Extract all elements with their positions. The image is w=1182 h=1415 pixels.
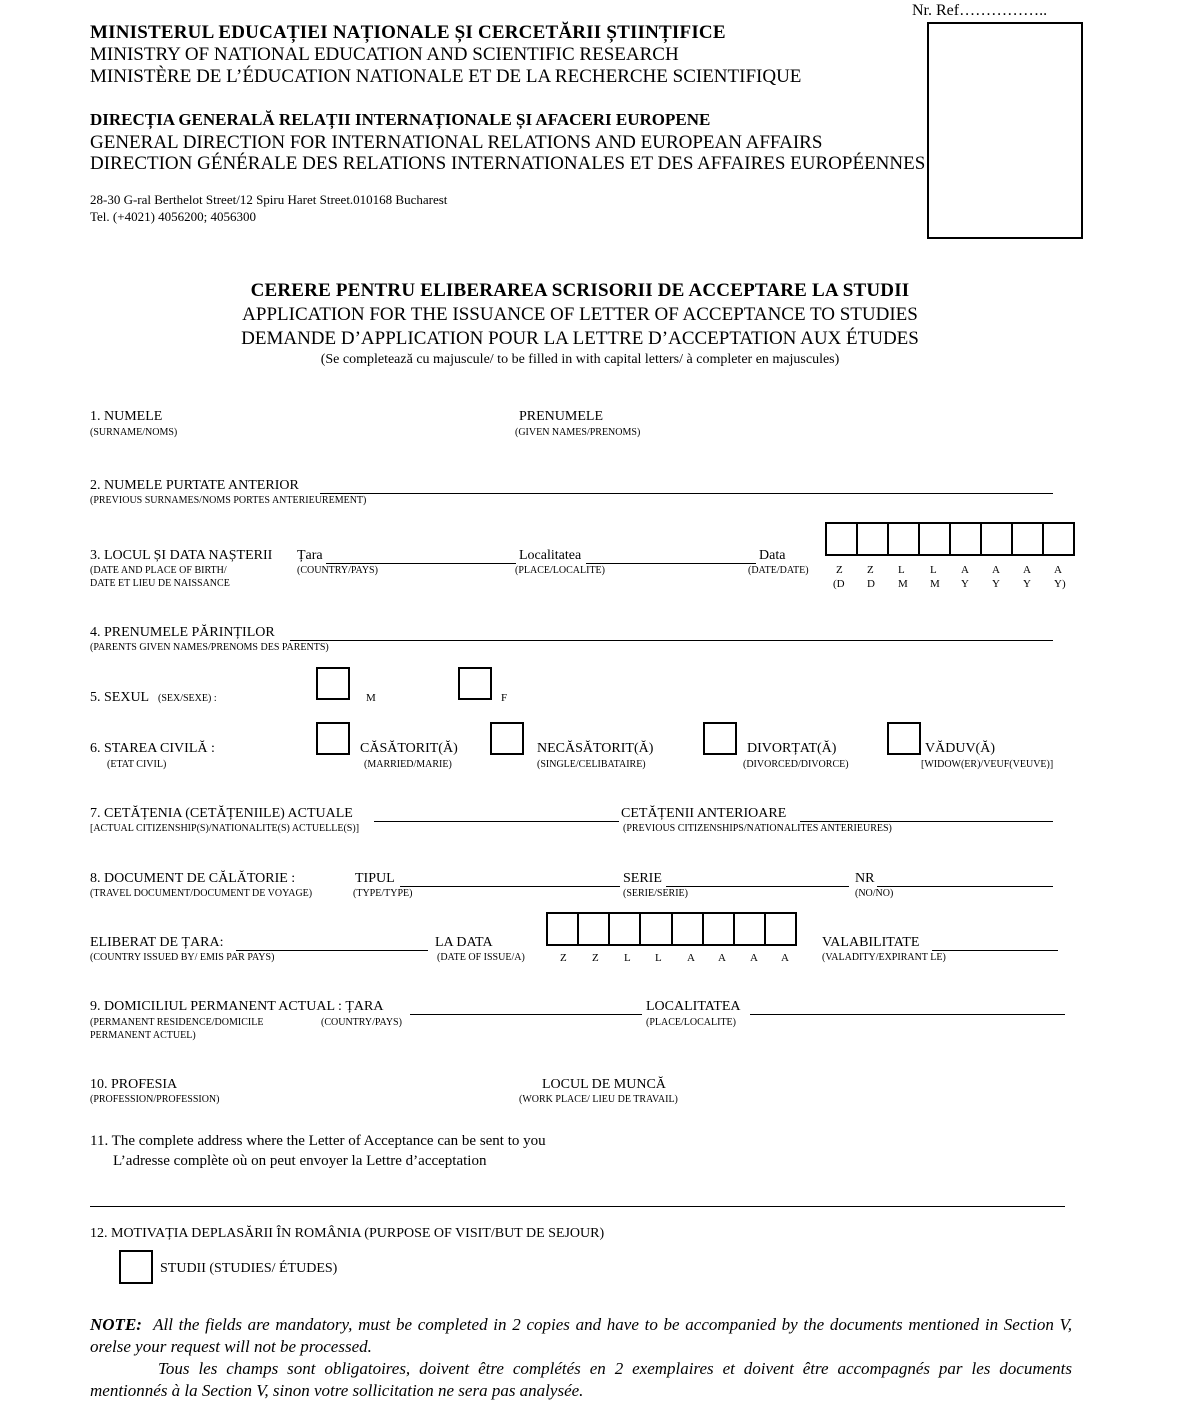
widow-checkbox[interactable]: [887, 722, 921, 755]
date-digit-box[interactable]: [704, 914, 735, 944]
birth-date-letter-en: Y: [1023, 578, 1031, 590]
date-digit-box[interactable]: [858, 524, 889, 554]
sex-sublabel: (SEX/SEXE) :: [158, 693, 217, 704]
single-sublabel: (SINGLE/CELIBATAIRE): [537, 759, 646, 770]
form-title-fr: DEMANDE D’APPLICATION POUR LA LETTRE D’ACCEPTATION AUX ÉTUDES: [241, 328, 919, 349]
address: 28-30 G-ral Berthelot Street/12 Spiru Haret Street.010168 Bucharest: [90, 192, 448, 207]
document-series-sublabel: (SERIE/SERIE): [623, 888, 688, 899]
sex-label: 5. SEXUL: [90, 690, 150, 705]
ministry-name-ro: MINISTERUL EDUCAȚIEI NAȚIONALE ȘI CERCETĂRII ȘTIINȚIFICE: [90, 22, 726, 43]
birth-date-letter-ro: A: [1054, 564, 1062, 576]
birth-place-sublabel: (PLACE/LOCALITE): [515, 565, 605, 576]
address-label-fr: L’adresse complète où on peut envoyer la Lettre d’acceptation: [113, 1153, 487, 1169]
note-heading: NOTE:: [90, 1315, 142, 1334]
reference-number: Nr. Ref……………..: [912, 2, 1048, 19]
phone: Tel. (+4021) 4056200; 4056300: [90, 209, 257, 224]
form-title-en: APPLICATION FOR THE ISSUANCE OF LETTER OF ACCEPTANCE TO STUDIES: [242, 304, 918, 325]
civil-status-label: 6. STAREA CIVILĂ :: [90, 741, 215, 756]
surname-sublabel: (SURNAME/NOMS): [90, 427, 178, 438]
birth-date-boxes[interactable]: [825, 522, 1075, 556]
profession-label: 10. PROFESIA: [90, 1077, 178, 1092]
issue-date-letter: Z: [560, 952, 567, 964]
birth-date-letter-ro: A: [992, 564, 1000, 576]
residence-sublabel-1: (PERMANENT RESIDENCE/DOMICILE: [90, 1017, 264, 1028]
document-type-label: TIPUL: [355, 871, 395, 886]
issue-date-letter: L: [655, 952, 662, 964]
issued-by-label: ELIBERAT DE ȚARA:: [90, 935, 224, 950]
direction-name-ro: DIRECȚIA GENERALĂ RELAȚII INTERNAȚIONALE ȘI AFACERI EUROPENE: [90, 110, 711, 129]
birth-date-letter-ro: Z: [836, 564, 843, 576]
birth-country-field[interactable]: [326, 563, 516, 564]
birth-country-label: Țara: [297, 548, 323, 563]
citizenship-sublabel: [ACTUAL CITIZENSHIP(S)/NATIONALITE(S) ACTUELLE(S)]: [90, 823, 360, 834]
parents-field[interactable]: [290, 640, 1053, 641]
residence-place-label: LOCALITATEA: [646, 999, 741, 1014]
workplace-label: LOCUL DE MUNCĂ: [542, 1077, 666, 1092]
birth-country-sublabel: (COUNTRY/PAYS): [297, 565, 378, 576]
citizenship-label: 7. CETĂȚENIA (CETĂȚENIILE) ACTUALE: [90, 806, 353, 821]
issued-by-field[interactable]: [236, 950, 428, 951]
previous-citizenship-label: CETĂȚENII ANTERIOARE: [621, 806, 787, 821]
document-type-field[interactable]: [400, 886, 620, 887]
birth-date-letter-en: (D: [833, 578, 845, 590]
birth-date-letter-en: M: [930, 578, 940, 590]
ministry-name-en: MINISTRY OF NATIONAL EDUCATION AND SCIENTIFIC RESEARCH: [90, 44, 679, 65]
document-number-sublabel: (NO/NO): [855, 888, 894, 899]
birth-sublabel-2: DATE ET LIEU DE NAISSANCE: [90, 578, 230, 589]
residence-label: 9. DOMICILIUL PERMANENT ACTUAL : ȚARA: [90, 999, 384, 1014]
travel-document-sublabel: (TRAVEL DOCUMENT/DOCUMENT DE VOYAGE): [90, 888, 313, 899]
previous-surnames-sublabel: (PREVIOUS SURNAMES/NOMS PORTES ANTERIEUREMENT): [90, 495, 367, 506]
direction-name-fr: DIRECTION GÉNÉRALE DES RELATIONS INTERNATIONALES ET DES AFFAIRES EUROPÉENNES: [90, 153, 926, 174]
birth-place-field[interactable]: [586, 563, 756, 564]
issue-date-letter: A: [781, 952, 789, 964]
birth-sublabel-1: (DATE AND PLACE OF BIRTH/: [90, 565, 227, 576]
residence-country-field[interactable]: [410, 1014, 642, 1015]
birth-date-letter-en: Y: [992, 578, 1000, 590]
previous-citizenship-field[interactable]: [800, 821, 1053, 822]
date-digit-box[interactable]: [951, 524, 982, 554]
birth-place-label: Localitatea: [519, 548, 582, 563]
date-digit-box[interactable]: [1013, 524, 1044, 554]
previous-citizenship-sublabel: (PREVIOUS CITIZENSHIPS/NATIONALITES ANTERIEURES): [623, 823, 892, 834]
date-digit-box[interactable]: [982, 524, 1013, 554]
issue-date-label: LA DATA: [435, 935, 493, 950]
given-names-label: PRENUMELE: [519, 409, 603, 424]
married-checkbox[interactable]: [316, 722, 350, 755]
document-number-field[interactable]: [877, 886, 1053, 887]
issue-date-boxes[interactable]: [546, 912, 797, 946]
date-digit-box[interactable]: [827, 524, 858, 554]
widow-label: VĂDUV(Ă): [925, 741, 995, 756]
date-digit-box[interactable]: [548, 914, 579, 944]
workplace-sublabel: (WORK PLACE/ LIEU DE TRAVAIL): [519, 1094, 678, 1105]
note-en-text: All the fields are mandatory, must be completed in 2 copies and have to be accompanied by the documents mentioned in Section V, orelse your request will not be processed.: [90, 1315, 1073, 1356]
document-series-label: SERIE: [623, 871, 662, 886]
purpose-label: 12. MOTIVAȚIA DEPLASĂRII ÎN ROMÂNIA (PURPOSE OF VISIT/BUT DE SEJOUR): [90, 1226, 605, 1241]
surname-label: 1. NUMELE: [90, 409, 163, 424]
birth-date-letter-ro: Z: [867, 564, 874, 576]
photo-box[interactable]: [927, 22, 1083, 239]
birth-label: 3. LOCUL ȘI DATA NAȘTERII: [90, 548, 273, 563]
note-en: [90, 1314, 1072, 1358]
date-digit-box[interactable]: [610, 914, 641, 944]
birth-date-letter-en: D: [867, 578, 875, 590]
validity-field[interactable]: [932, 950, 1058, 951]
issue-date-letter: A: [718, 952, 726, 964]
previous-surnames-field[interactable]: [320, 493, 1053, 494]
date-digit-box[interactable]: [1044, 524, 1073, 554]
birth-date-letter-ro: A: [1023, 564, 1031, 576]
document-number-label: NR: [855, 871, 875, 886]
parents-label: 4. PRENUMELE PĂRINȚILOR: [90, 625, 275, 640]
capital-letters-note: (Se completează cu majuscule/ to be filled in with capital letters/ à completer en majuscules): [320, 352, 840, 367]
validity-label: VALABILITATE: [822, 935, 920, 950]
sex-female-label: F: [501, 692, 508, 704]
date-digit-box[interactable]: [673, 914, 704, 944]
previous-surnames-label: 2. NUMELE PURTATE ANTERIOR: [90, 478, 299, 493]
validity-sublabel: (VALADITY/EXPIRANT LE): [822, 952, 946, 963]
residence-country-sublabel: (COUNTRY/PAYS): [321, 1017, 402, 1028]
civil-status-sublabel: (ETAT CIVIL): [107, 759, 167, 770]
direction-name-en: GENERAL DIRECTION FOR INTERNATIONAL RELATIONS AND EUROPEAN AFFAIRS: [90, 132, 823, 153]
note-fr: Tous les champs sont obligatoires, doivent être complétés en 2 exemplaires et doivent être accompagnés par les documents mentionnés à la Section V, sinon votre sollicitation ne sera pas analysée.: [90, 1359, 1072, 1400]
widow-sublabel: [WIDOW(ER)/VEUF(VEUVE)]: [921, 759, 1054, 770]
birth-date-letter-en: Y): [1054, 578, 1066, 590]
date-digit-box[interactable]: [579, 914, 610, 944]
date-digit-box[interactable]: [735, 914, 766, 944]
date-digit-box[interactable]: [641, 914, 672, 944]
divorced-label: DIVORȚAT(Ă): [747, 741, 837, 756]
birth-date-letter-ro: L: [898, 564, 905, 576]
studies-label: STUDII (STUDIES/ ÉTUDES): [160, 1261, 338, 1276]
birth-date-sublabel: (DATE/DATE): [748, 565, 809, 576]
divorced-sublabel: (DIVORCED/DIVORCE): [743, 759, 849, 770]
date-digit-box[interactable]: [920, 524, 951, 554]
citizenship-field[interactable]: [374, 821, 619, 822]
single-label: NECĂSĂTORIT(Ă): [537, 741, 654, 756]
given-names-sublabel: (GIVEN NAMES/PRENOMS): [515, 427, 641, 438]
birth-date-label: Data: [759, 548, 786, 563]
issued-by-sublabel: (COUNTRY ISSUED BY/ EMIS PAR PAYS): [90, 952, 275, 963]
travel-document-label: 8. DOCUMENT DE CĂLĂTORIE :: [90, 871, 296, 886]
divorced-checkbox[interactable]: [703, 722, 737, 755]
date-digit-box[interactable]: [766, 914, 795, 944]
parents-sublabel: (PARENTS GIVEN NAMES/PRENOMS DES PARENTS): [90, 642, 329, 653]
sex-male-label: M: [366, 692, 376, 704]
form-title-ro: CERERE PENTRU ELIBERAREA SCRISORII DE ACCEPTARE LA STUDII: [250, 280, 910, 301]
issue-date-letter: L: [624, 952, 631, 964]
married-sublabel: (MARRIED/MARIE): [364, 759, 452, 770]
birth-date-letter-ro: A: [961, 564, 969, 576]
issue-date-letter: A: [687, 952, 695, 964]
issue-date-sublabel: (DATE OF ISSUE/A): [437, 952, 525, 963]
birth-date-letter-ro: L: [930, 564, 937, 576]
residence-place-sublabel: (PLACE/LOCALITE): [646, 1017, 736, 1028]
document-type-sublabel: (TYPE/TYPE): [353, 888, 413, 899]
birth-date-letter-en: M: [898, 578, 908, 590]
issue-date-letter: A: [750, 952, 758, 964]
address-field[interactable]: [90, 1206, 1065, 1207]
birth-date-letter-en: Y: [961, 578, 969, 590]
single-checkbox[interactable]: [490, 722, 524, 755]
residence-sublabel-2: PERMANENT ACTUEL): [90, 1030, 196, 1041]
married-label: CĂSĂTORIT(Ă): [360, 741, 458, 756]
issue-date-letter: Z: [592, 952, 599, 964]
ministry-name-fr: MINISTÈRE DE L’ÉDUCATION NATIONALE ET DE LA RECHERCHE SCIENTIFIQUE: [90, 66, 802, 87]
address-label-en: 11. The complete address where the Letter of Acceptance can be sent to you: [90, 1133, 546, 1149]
sex-female-checkbox[interactable]: [458, 667, 492, 700]
profession-sublabel: (PROFESSION/PROFESSION): [90, 1094, 220, 1105]
residence-place-field[interactable]: [750, 1014, 1065, 1015]
studies-checkbox[interactable]: [119, 1250, 153, 1284]
sex-male-checkbox[interactable]: [316, 667, 350, 700]
date-digit-box[interactable]: [889, 524, 920, 554]
document-series-field[interactable]: [666, 886, 849, 887]
